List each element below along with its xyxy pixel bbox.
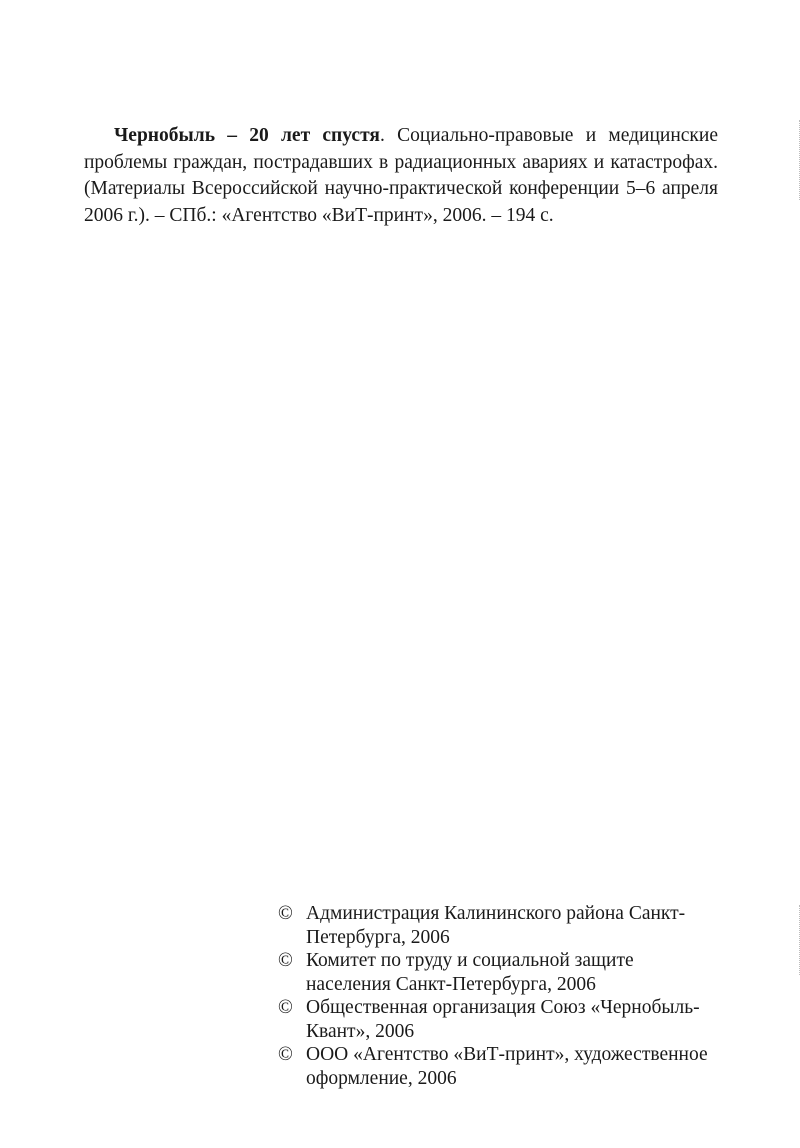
- copyright-list: [278, 902, 720, 1090]
- copyright-icon: ©: [278, 997, 293, 1018]
- copyright-text: ООО «Агентство «ВиТ-принт», художественное оформление, 2006: [306, 1044, 708, 1089]
- bibliographic-annotation: [84, 123, 718, 229]
- copyright-text: Комитет по труду и социальной защите населения Санкт-Петербурга, 2006: [306, 950, 634, 995]
- annotation-text: . Социально-правовые и медицинские проблемы граждан, пострадавших в радиационных авариях и катастрофах. (Материалы Всероссийской научно-практической конференции 5–6 апреля 2006 г.). – СПб.: «Агентство «ВиТ-принт», 2006. – 194 с.: [84, 125, 718, 226]
- copyright-text: Администрация Калининского района Санкт-Петербурга, 2006: [306, 903, 686, 948]
- page-edge-marks: [795, 905, 800, 975]
- copyright-item: [278, 949, 720, 996]
- copyright-item: [278, 902, 720, 949]
- page-edge-marks: [795, 120, 800, 200]
- copyright-item: [278, 1043, 720, 1090]
- copyright-item: [278, 996, 720, 1043]
- copyright-text: Общественная организация Союз «Чернобыль-Квант», 2006: [306, 997, 700, 1042]
- copyright-icon: ©: [278, 1044, 293, 1065]
- book-title: Чернобыль – 20 лет спустя: [114, 125, 380, 146]
- copyright-icon: ©: [278, 950, 293, 971]
- copyright-icon: ©: [278, 903, 293, 924]
